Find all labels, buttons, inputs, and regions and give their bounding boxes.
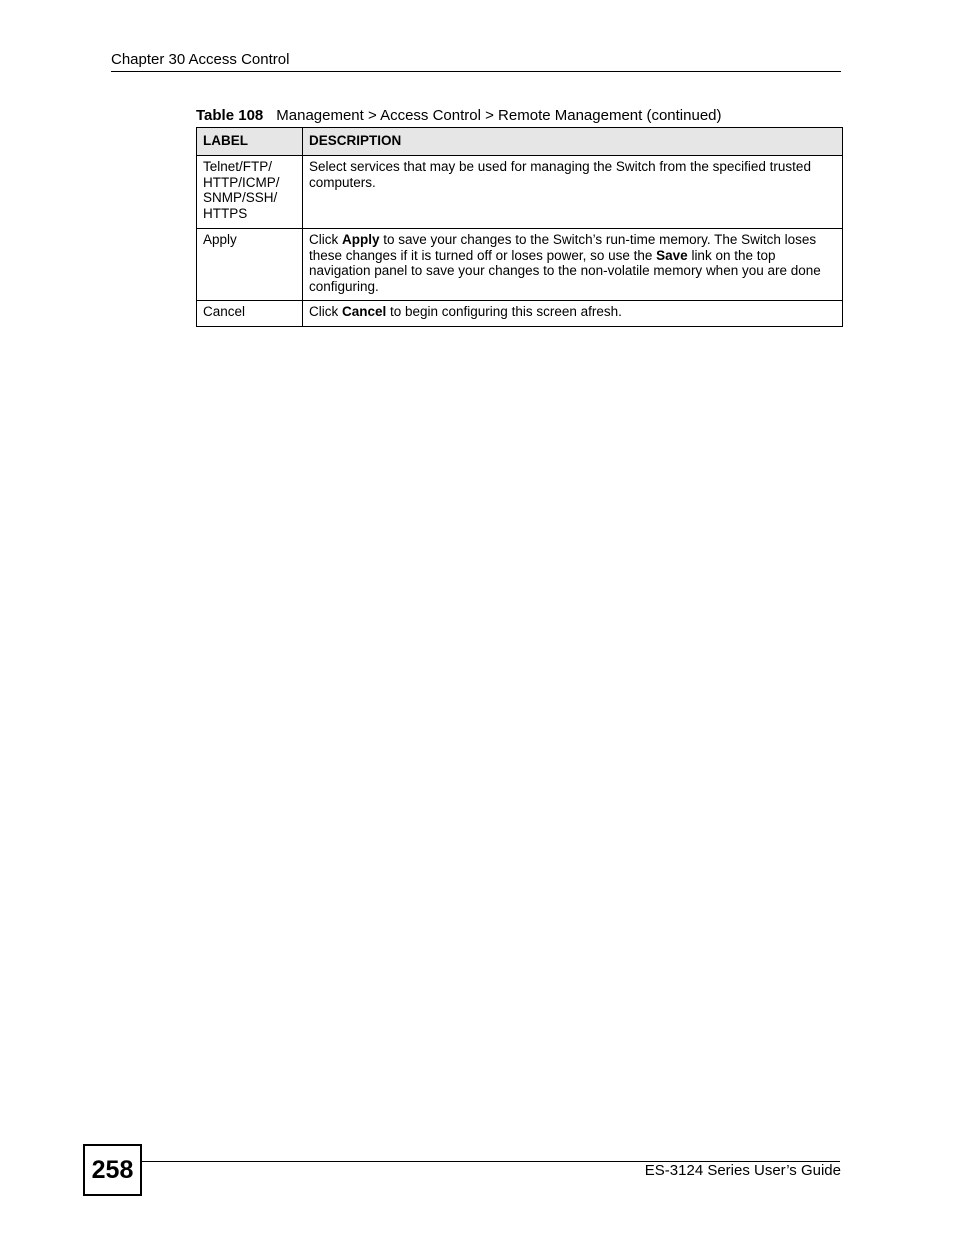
row-label: Cancel: [197, 301, 303, 327]
label-line: SNMP/SSH/: [203, 190, 278, 205]
column-header-label: LABEL: [197, 128, 303, 156]
row-label: Apply: [197, 229, 303, 301]
description-text: to save your changes to the Switch’s run-time memory. The Switch loses these changes if it is turned off or loses power, so use the: [308, 232, 817, 263]
table-caption: [196, 107, 722, 125]
table-number: Table 108: [196, 107, 264, 124]
table-row: [197, 301, 843, 327]
table-row: [197, 229, 843, 301]
label-line: HTTP/ICMP/: [203, 174, 280, 190]
chapter-header: Chapter 30 Access Control: [111, 51, 290, 68]
row-description: [302, 229, 842, 301]
description-text: to begin configuring this screen afresh.: [386, 304, 622, 319]
column-header-description: DESCRIPTION: [302, 128, 842, 156]
table-row: [197, 156, 843, 229]
header-divider: [111, 71, 841, 72]
remote-management-table: [196, 127, 843, 327]
page-number: 258: [83, 1144, 142, 1196]
table-header-row: [197, 128, 843, 156]
table-title: Management > Access Control > Remote Management (continued): [276, 107, 722, 124]
row-label: [197, 156, 303, 229]
row-description: [302, 301, 842, 327]
save-term: Save: [656, 247, 688, 263]
cancel-term: Cancel: [341, 304, 387, 319]
guide-title: ES-3124 Series User’s Guide: [644, 1162, 841, 1179]
row-description: Select services that may be used for managing the Switch from the specified trusted computers.: [302, 156, 842, 229]
description-text: Click: [308, 304, 342, 319]
description-text: Click: [308, 232, 342, 247]
apply-term: Apply: [341, 232, 380, 247]
label-line: HTTPS: [203, 205, 248, 221]
label-line: Telnet/FTP/: [203, 159, 273, 174]
description-text: link on the top navigation panel to save your changes to the non-volatile memory when you are done configuring.: [308, 247, 821, 294]
